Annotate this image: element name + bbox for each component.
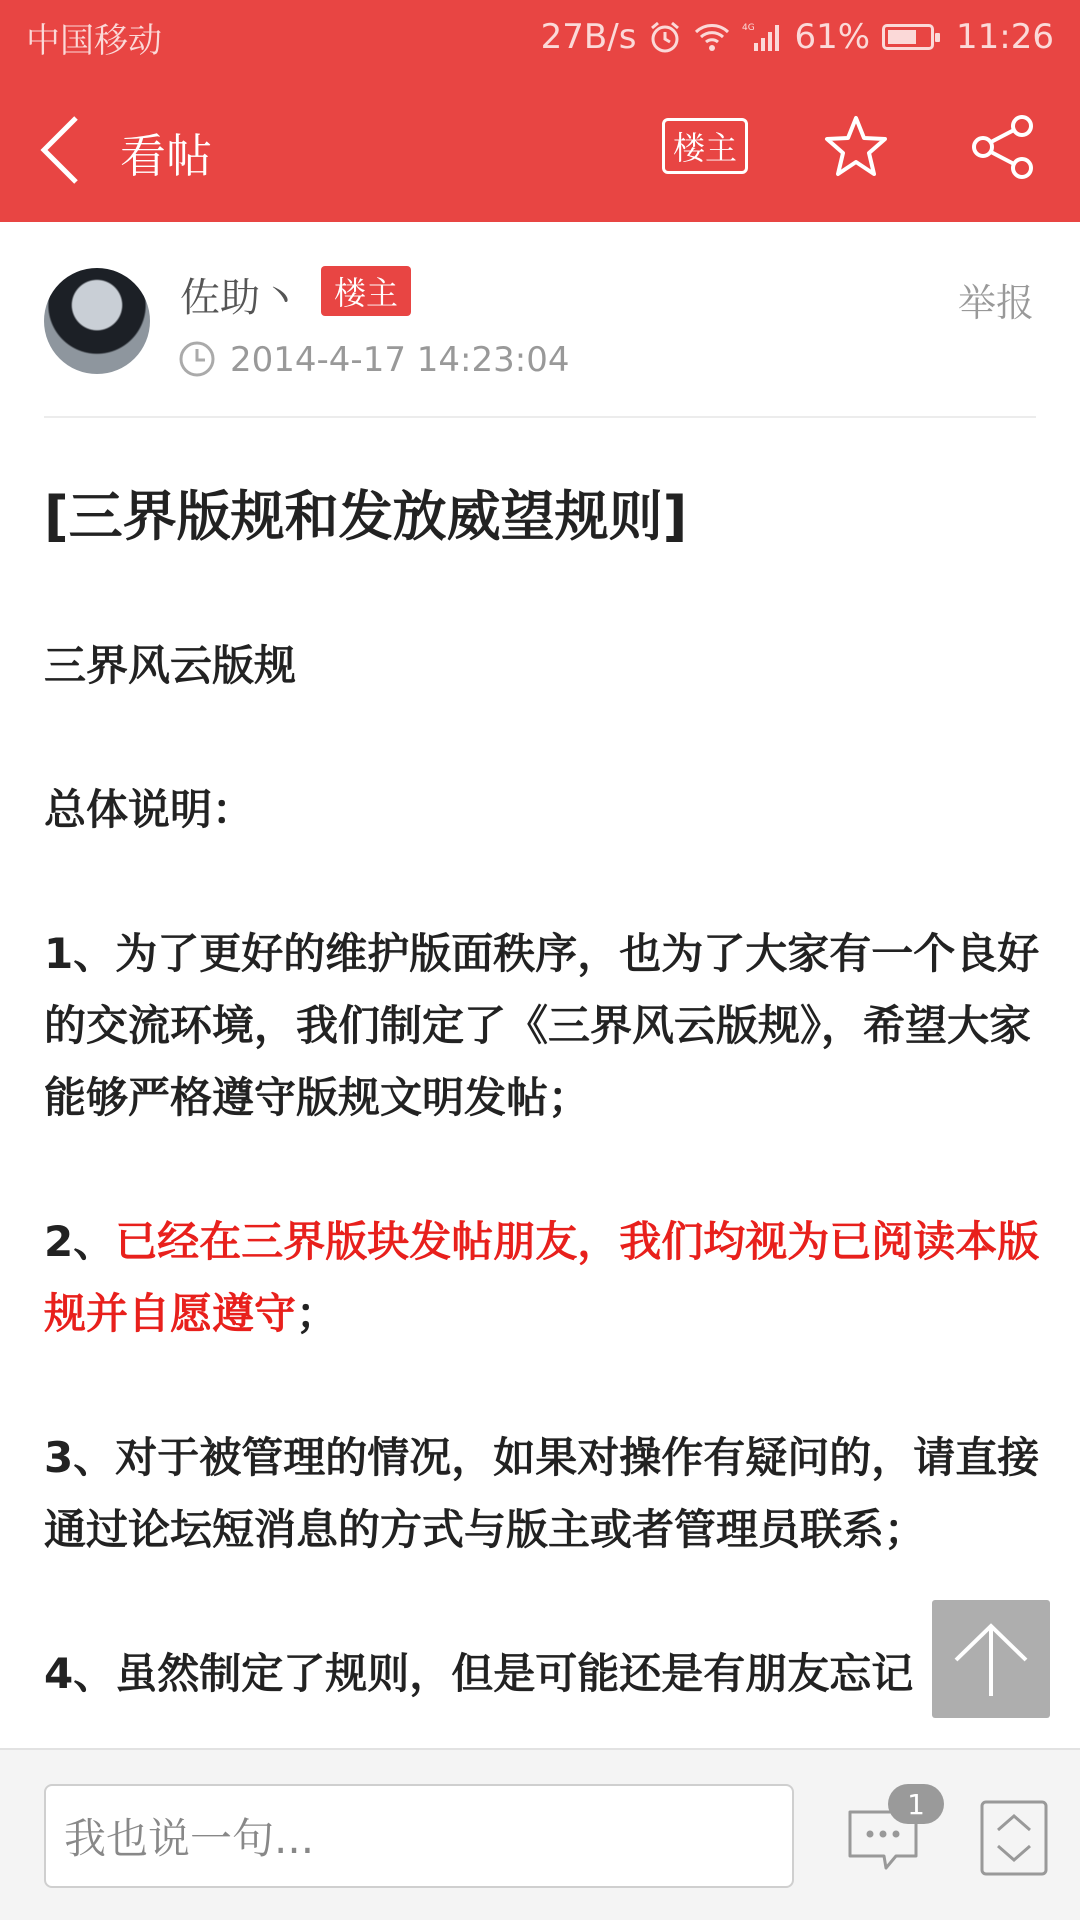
star-icon: [824, 114, 888, 178]
clock-time: 11:26: [956, 17, 1054, 57]
carrier-name: 中国移动: [26, 20, 162, 61]
up-down-icon: [980, 1800, 1048, 1876]
op-badge: 楼主: [321, 266, 411, 316]
wifi-icon: [694, 22, 730, 52]
favorite-button[interactable]: [824, 114, 888, 178]
post-time: 2014-4-17 14:23:04: [230, 340, 570, 380]
post-content-area: [0, 222, 1080, 1748]
op-only-button[interactable]: 楼主: [662, 118, 748, 174]
net-speed: 27B/s: [540, 17, 637, 57]
alarm-icon: [648, 20, 682, 54]
svg-text:4G: 4G: [742, 23, 756, 33]
battery-icon: [882, 24, 934, 50]
comment-count-badge: 1: [888, 1784, 944, 1824]
reply-input[interactable]: 我也说一句...: [44, 1784, 794, 1888]
rule-3: 3、对于被管理的情况，如果对操作有疑问的，请直接通过论坛短消息的方式与版主或者管理员联系；: [44, 1433, 1040, 1554]
rule-4: 4、虽然制定了规则，但是可能还是有朋友忘记: [44, 1649, 914, 1698]
signal-4g-icon: [742, 21, 782, 53]
rule-1: 1、为了更好的维护版面秩序，也为了大家有一个良好的交流环境，我们制定了《三界风云版规》，希望大家能够严格遵守版规文明发帖；: [44, 929, 1040, 1122]
back-button[interactable]: [36, 114, 92, 184]
overview-heading: 总体说明：: [44, 785, 255, 834]
bottom-bar: [0, 1748, 1080, 1920]
share-icon: [970, 114, 1036, 180]
page-jump-button[interactable]: [980, 1800, 1048, 1876]
author-name[interactable]: 佐助丶: [180, 275, 300, 321]
status-icons: [541, 17, 1054, 57]
section-title: 三界风云版规: [44, 641, 297, 690]
report-button[interactable]: 举报: [957, 281, 1034, 325]
app-bar: [0, 74, 1080, 222]
share-button[interactable]: [970, 114, 1036, 180]
back-to-top-button[interactable]: [932, 1600, 1050, 1718]
post-body: [44, 630, 1040, 1748]
battery-percent: 61%: [794, 17, 871, 57]
chevron-left-icon: [36, 114, 92, 184]
status-bar: [0, 0, 1080, 74]
post-title: [三界版规和发放威望规则]: [44, 485, 688, 548]
arrow-up-icon: [932, 1600, 1050, 1718]
rule-2-suffix: ；: [296, 1289, 339, 1338]
rule-2-prefix: 2、: [44, 1217, 116, 1266]
page-title: 看帖: [120, 129, 212, 183]
rule-2-highlight: 已经在三界版块发帖朋友，我们均视为已阅读本版规并自愿遵守: [44, 1217, 1040, 1338]
rule-2: [44, 1206, 1040, 1350]
